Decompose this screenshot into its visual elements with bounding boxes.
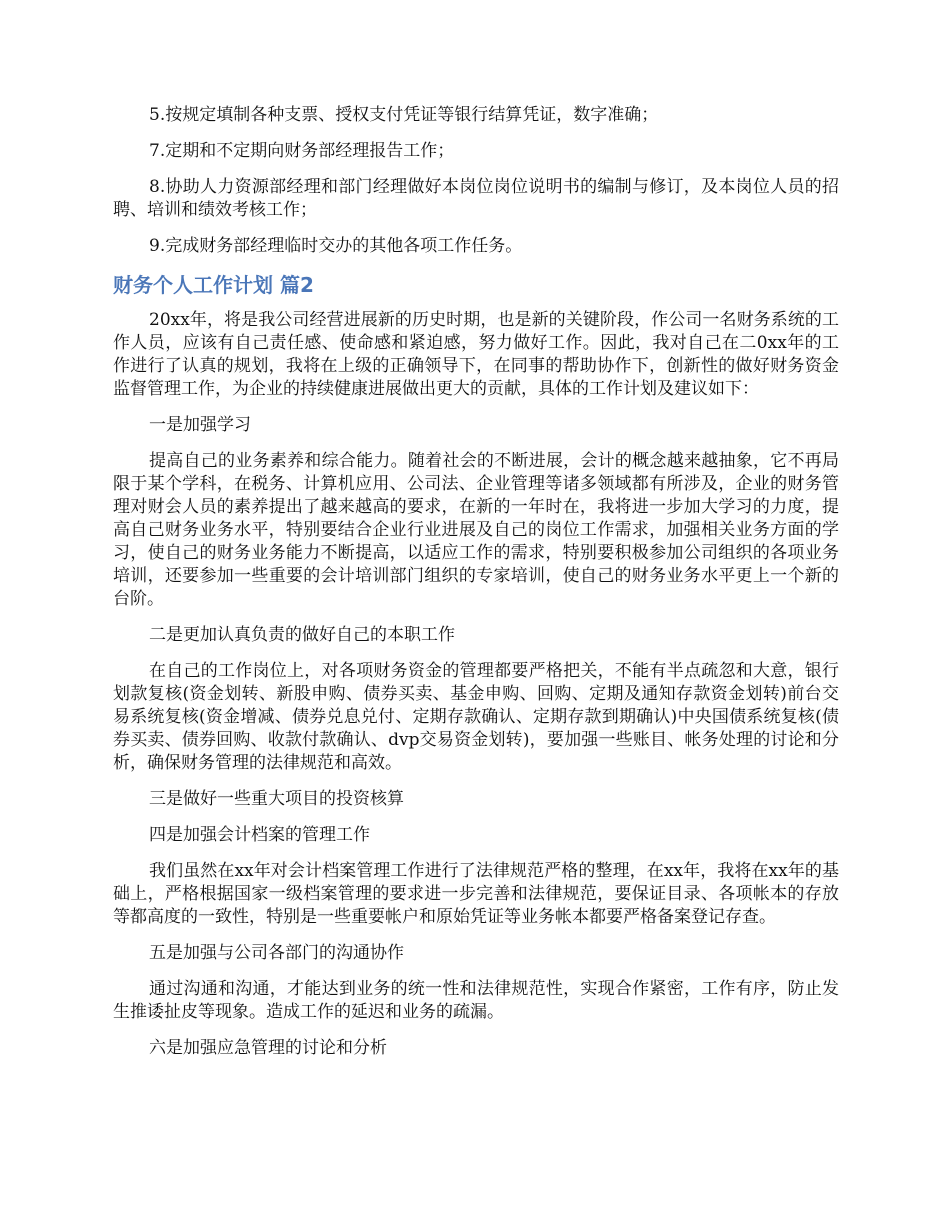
point-1-title: 一是加强学习: [149, 415, 251, 435]
point-4-title: 四是加强会计档案的管理工作: [149, 825, 370, 845]
point-3-title: 三是做好一些重大项目的投资核算: [149, 789, 404, 809]
point-5-title: 五是加强与公司各部门的沟通协作: [149, 943, 404, 963]
section-heading: 财务个人工作计划 篇2: [113, 273, 314, 297]
point-2-body: 在自己的工作岗位上，对各项财务资金的管理都要严格把关，不能有半点疏忽和大意，银行划款复核(资金划转、新股申购、债券买卖、基金申购、回购、定期及通知存款资金划转)前台交易系统复核(资金增减、债券兑息兑付、定期存款确认、定期存款到期确认)中央国债系统复核(债券买卖、债券回购、收款付款确认、dvp交易资金划转)，要加强一些账目、帐务处理的讨论和分析，确保财务管理的法律规范和高效。: [113, 661, 839, 773]
duty-item-5: 5.按规定填制各种支票、授权支付凭证等银行结算凭证，数字准确；: [149, 105, 659, 125]
point-4-body: 我们虽然在xx年对会计档案管理工作进行了法律规范严格的整理，在xx年，我将在xx年的基础上，严格根据国家一级档案管理的要求进一步完善和法律规范，要保证目录、各项帐本的存放等都高度的一致性，特别是一些重要帐户和原始凭证等业务帐本都要严格备案登记存查。: [113, 861, 839, 927]
duty-item-7: 7.定期和不定期向财务部经理报告工作；: [149, 141, 455, 161]
intro-paragraph: 20xx年，将是我公司经营进展新的历史时期，也是新的关键阶段，作公司一名财务系统的工作人员，应该有自己责任感、使命感和紧迫感，努力做好工作。因此，我对自己在二0xx年的工作进行了认真的规划，我将在上级的正确领导下，在同事的帮助协作下，创新性的做好财务资金监督管理工作，为企业的持续健康进展做出更大的贡献，具体的工作计划及建议如下：: [113, 310, 839, 399]
point-2-title: 二是更加认真负责的做好自己的本职工作: [149, 625, 455, 645]
point-5-body: 通过沟通和沟通，才能达到业务的统一性和法律规范性，实现合作紧密，工作有序，防止发生推诿扯皮等现象。造成工作的延迟和业务的疏漏。: [113, 979, 839, 1022]
duty-item-8: 8.协助人力资源部经理和部门经理做好本岗位岗位说明书的编制与修订，及本岗位人员的招聘、培训和绩效考核工作；: [113, 177, 839, 220]
document-page: [113, 104, 839, 1073]
point-1-body: 提高自己的业务素养和综合能力。随着社会的不断进展，会计的概念越来越抽象，它不再局限于某个学科，在税务、计算机应用、公司法、企业管理等诸多领域都有所涉及，企业的财务管理对财会人员的素养提出了越来越高的要求，在新的一年时在，我将进一步加大学习的力度，提高自己财务业务水平，特别要结合企业行业进展及自己的岗位工作需求，加强相关业务方面的学习，使自己的财务业务能力不断提高，以适应工作的需求，特别要积极参加公司组织的各项业务培训，还要参加一些重要的会计培训部门组织的专家培训，使自己的财务业务水平更上一个新的台阶。: [113, 451, 839, 609]
duty-item-9: 9.完成财务部经理临时交办的其他各项工作任务。: [149, 236, 523, 256]
point-6-title: 六是加强应急管理的讨论和分析: [149, 1038, 387, 1058]
